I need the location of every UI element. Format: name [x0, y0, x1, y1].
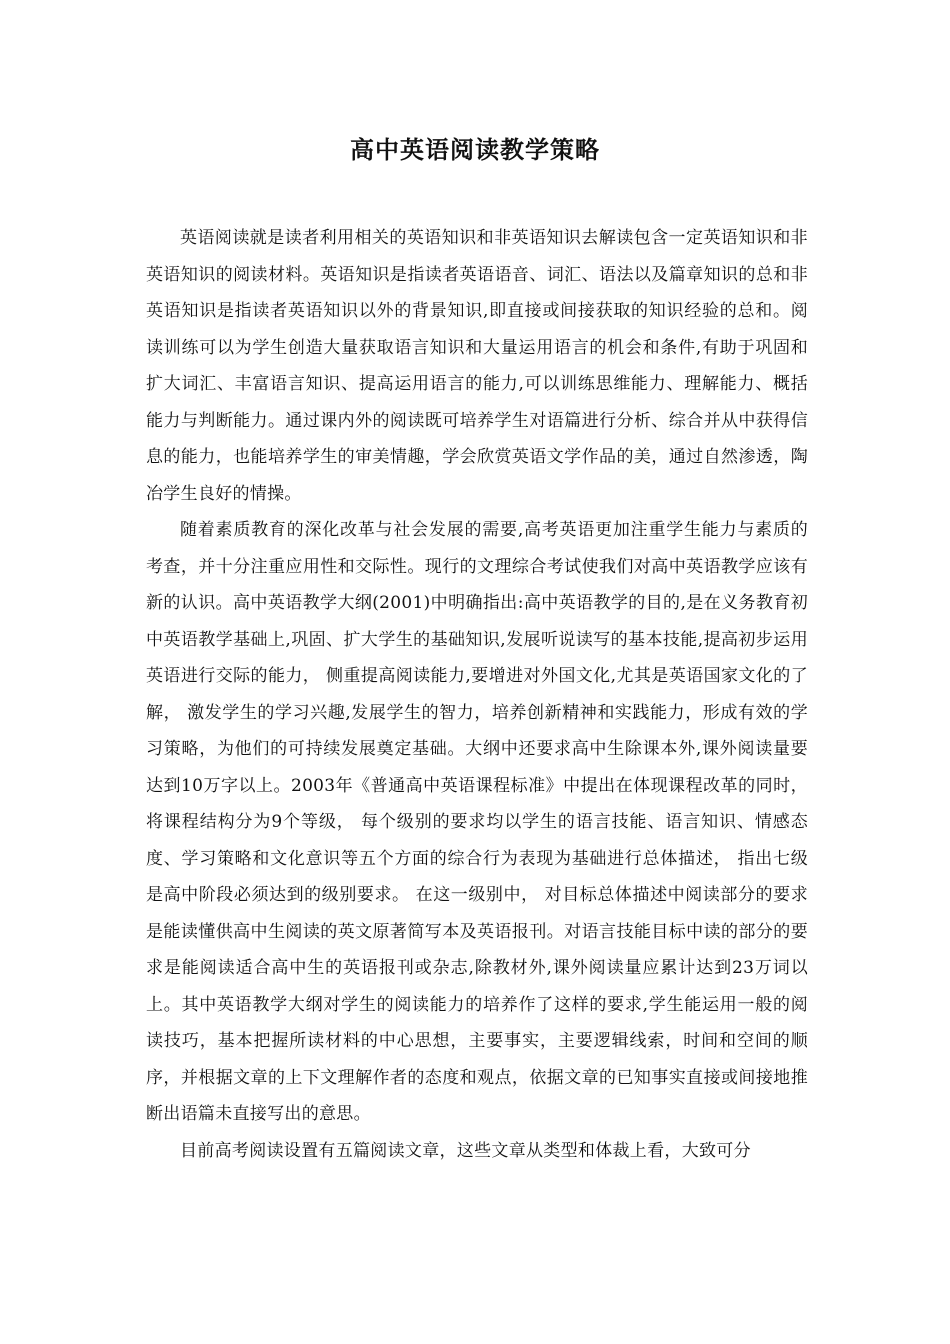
paragraph-1: 英语阅读就是读者利用相关的英语知识和非英语知识去解读包含一定英语知识和非英语知识的阅读材料。英语知识是指读者英语语音、词汇、语法以及篇章知识的总和非英语知识是指读者英语知识以外的背景知识,即直接或间接获取的知识经验的总和。阅读训练可以为学生创造大量获取语言知识和大量运用语言的机会和条件,有助于巩固和扩大词汇、丰富语言知识、提高运用语言的能力,可以训练思维能力、理解能力、概括能力与判断能力。通过课内外的阅读既可培养学生对语篇进行分析、综合并从中获得信息的能力，也能培养学生的审美情趣，学会欣赏英语文学作品的美，通过自然渗透，陶冶学生良好的情操。	[146, 228, 808, 504]
document-body	[146, 220, 808, 1169]
paragraph-2: 随着素质教育的深化改革与社会发展的需要,高考英语更加注重学生能力与素质的考查，并十分注重应用性和交际性。现行的文理综合考试使我们对高中英语教学应该有新的认识。高中英语教学大纲(2001)中明确指出:高中英语教学的目的,是在义务教育初中英语教学基础上,巩固、扩大学生的基础知识,发展听说读写的基本技能,提高初步运用英语进行交际的能力， 侧重提高阅读能力,要增进对外国文化,尤其是英语国家文化的了解， 激发学生的学习兴趣,发展学生的智力，培养创新精神和实践能力，形成有效的学习策略，为他们的可持续发展奠定基础。大纲中还要求高中生除课本外,课外阅读量要达到10万字以上。2003年《普通高中英语课程标准》中提出在体现课程改革的同时，将课程结构分为9个等级， 每个级别的要求均以学生的语言技能、语言知识、情感态度、学习策略和文化意识等五个方面的综合行为表现为基础进行总体描述， 指出七级是高中阶段必须达到的级别要求。 在这一级别中， 对目标总体描述中阅读部分的要求是能读懂供高中生阅读的英文原著简写本及英语报刊。对语言技能目标中读的部分的要求是能阅读适合高中生的英语报刊或杂志,除教材外,课外阅读量应累计达到23万词以上。其中英语教学大纲对学生的阅读能力的培养作了这样的要求,学生能运用一般的阅读技巧，基本把握所读材料的中心思想，主要事实，主要逻辑线索，时间和空间的顺序，并根据文章的上下文理解作者的态度和观点，依据文章的已知事实直接或间接地推断出语篇未直接写出的意思。	[146, 520, 808, 1124]
paragraph-3: 目前高考阅读设置有五篇阅读文章，这些文章从类型和体裁上看，大致可分	[180, 1140, 751, 1161]
document-title: 高中英语阅读教学策略	[350, 136, 600, 164]
